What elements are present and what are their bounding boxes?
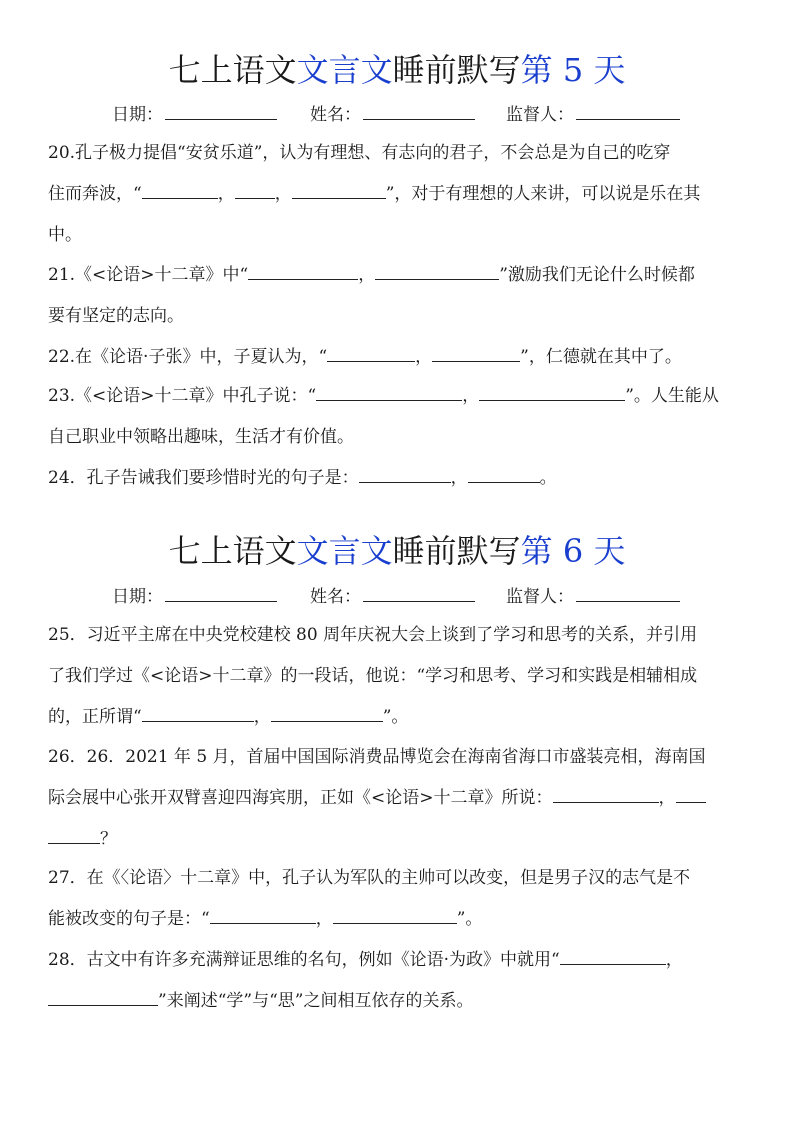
day5-title-prefix: 七上语文 (168, 51, 297, 89)
day5-title (0, 50, 794, 90)
supervisor-line[interactable] (576, 118, 680, 120)
day6-title-highlight: 文言文 (296, 532, 393, 570)
name-label: 姓名： (310, 105, 361, 125)
answer-blank[interactable] (292, 180, 386, 199)
day6-meta-row (0, 585, 794, 609)
answer-blank[interactable] (468, 464, 540, 483)
q21-line1: 21.《<论语>十二章》中“ ， ”激励我们无论什么时候都 (48, 255, 750, 296)
answer-blank[interactable] (375, 261, 499, 280)
day5-title-highlight: 文言文 (296, 51, 393, 89)
date-label: 日期： (112, 587, 163, 607)
answer-blank[interactable] (676, 784, 706, 803)
q20-line2: 住而奔波，“ ， ， ”，对于有理想的人来讲，可以说是乐在其 (48, 174, 750, 215)
day5-date-field (112, 103, 277, 127)
answer-blank[interactable] (560, 946, 666, 965)
q20-line3: 中。 (48, 225, 82, 245)
answer-blank[interactable] (48, 987, 158, 1006)
day6-title-middle: 睡前默写 (392, 532, 521, 570)
answer-blank[interactable] (248, 261, 358, 280)
day6-title (0, 531, 794, 571)
q25-line2: 了我们学过《<论语>十二章》的一段话，他说：“学习和思考、学习和实践是相辅相成 (48, 666, 698, 686)
question-27 (48, 858, 750, 940)
answer-blank[interactable] (553, 784, 659, 803)
answer-blank[interactable] (359, 464, 451, 483)
answer-blank[interactable] (210, 905, 316, 924)
q20-line1: 20.孔子极力提倡“安贫乐道”，认为有理想、有志向的君子，不会总是为自己的吃穿 (48, 143, 671, 163)
day5-title-day: 第 5 天 (520, 51, 626, 89)
q26-line3: ？ (48, 819, 750, 860)
answer-blank[interactable] (235, 180, 275, 199)
q23-line2: 自己职业中领略出趣味，生活才有价值。 (48, 427, 354, 447)
question-22: 22.在《论语·子张》中，子夏认为，“ ， ”，仁德就在其中了。 (48, 337, 750, 378)
question-21 (48, 255, 750, 337)
answer-blank[interactable] (271, 703, 383, 722)
supervisor-line[interactable] (576, 600, 680, 602)
supervisor-label: 监督人： (506, 105, 574, 125)
q28-line1: 28．古文中有许多充满辩证思维的名句，例如《论语·为政》中就用“ ， (48, 940, 750, 981)
answer-blank-continued[interactable] (48, 825, 100, 844)
day5-title-middle: 睡前默写 (392, 51, 521, 89)
answer-blank[interactable] (142, 703, 254, 722)
q28-line2: ”来阐述“学”与“思”之间相互依存的关系。 (48, 981, 750, 1022)
day6-title-prefix: 七上语文 (168, 532, 297, 570)
q21-line2: 要有坚定的志向。 (48, 306, 184, 326)
q26-line2: 际会展中心张开双臂喜迎四海宾朋，正如《<论语>十二章》所说： ， (48, 778, 750, 819)
q27-line1: 27．在《〈论语〉十二章》中，孔子认为军队的主帅可以改变，但是男子汉的志气是不 (48, 868, 691, 888)
day5-supervisor-field (506, 103, 680, 127)
date-line[interactable] (165, 600, 277, 602)
question-28 (48, 940, 750, 1022)
answer-blank[interactable] (333, 905, 457, 924)
day6-title-day: 第 6 天 (520, 532, 626, 570)
answer-blank[interactable] (316, 382, 462, 401)
q23-line1: 23.《<论语>十二章》中孔子说：“ ， ”。人生能从 (48, 376, 750, 417)
question-24: 24．孔子告诫我们要珍惜时光的句子是： ， 。 (48, 458, 750, 499)
date-line[interactable] (165, 118, 277, 120)
day6-name-field (310, 585, 475, 609)
name-label: 姓名： (310, 587, 361, 607)
answer-blank[interactable] (142, 180, 218, 199)
name-line[interactable] (363, 600, 475, 602)
q25-line1: 25．习近平主席在中央党校建校 80 周年庆祝大会上谈到了学习和思考的关系，并引用 (48, 625, 698, 645)
question-23 (48, 376, 750, 458)
answer-blank[interactable] (432, 343, 520, 362)
day5-meta-row (0, 103, 794, 127)
supervisor-label: 监督人： (506, 587, 574, 607)
q27-line2: 能被改变的句子是：“ ， ”。 (48, 899, 750, 940)
q25-line3: 的，正所谓“ ， ”。 (48, 697, 750, 738)
day6-supervisor-field (506, 585, 680, 609)
date-label: 日期： (112, 105, 163, 125)
day5-name-field (310, 103, 475, 127)
question-20 (48, 133, 750, 256)
day6-date-field (112, 585, 277, 609)
name-line[interactable] (363, 118, 475, 120)
answer-blank[interactable] (479, 382, 625, 401)
answer-blank[interactable] (327, 343, 415, 362)
q26-line1: 26．26．2021 年 5 月，首届中国国际消费品博览会在海南省海口市盛装亮相，海南国 (48, 747, 706, 767)
question-26 (48, 737, 750, 860)
question-25 (48, 615, 750, 738)
